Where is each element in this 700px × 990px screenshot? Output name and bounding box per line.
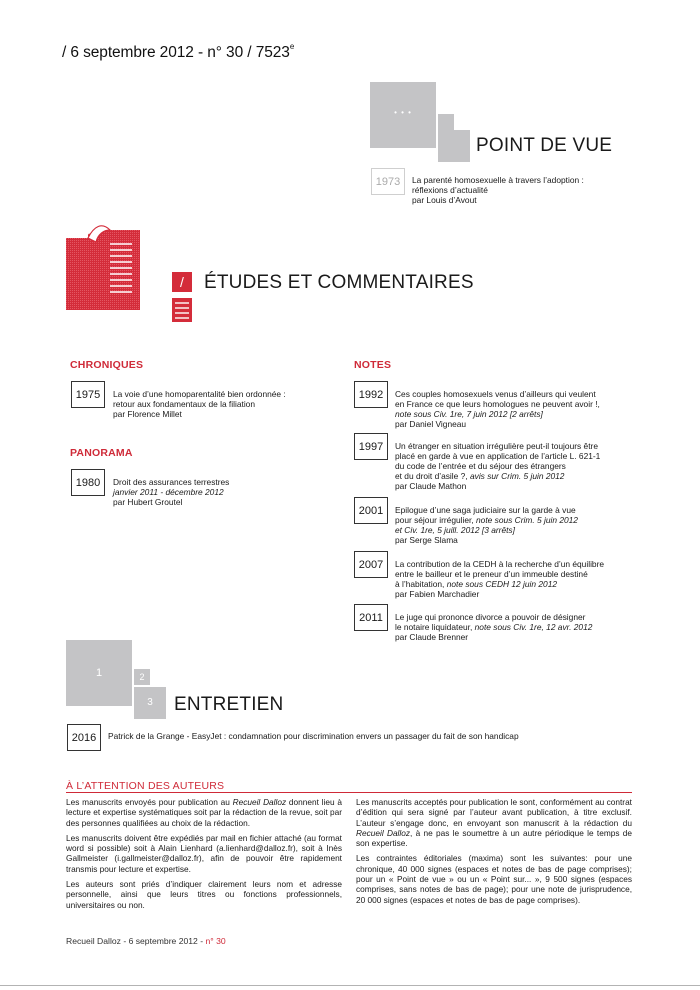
note-number: 1992 [354, 381, 388, 408]
entry-author: par Serge Slama [395, 535, 458, 545]
entretien-box-3 [134, 687, 166, 719]
entry-line-part: note sous Civ. 1re, 12 avr. 2012 [474, 622, 593, 632]
point-de-vue-number: 1973 [371, 168, 405, 195]
issue-sup: e [289, 42, 295, 51]
entry-line-part: note sous Crim. 5 juin 2012 [476, 515, 578, 525]
point-de-vue-small-square-1 [438, 114, 454, 130]
paragraph-part: , à ne pas le soumettre à un autre périodique le temps de son expertise. [356, 827, 633, 849]
chroniques-entry[interactable] [113, 389, 286, 419]
note-entry[interactable] [395, 559, 604, 599]
panorama-entry[interactable] [113, 477, 229, 507]
entry-line: Ces couples homosexuels venus d’ailleurs qui veulent [395, 389, 596, 399]
entry-line: Epilogue d’une saga judiciaire sur la garde à vue [395, 505, 576, 515]
note-number: 1997 [354, 433, 388, 460]
entry-line: en France ce que leurs homologues ne peuvent avoir !, [395, 399, 600, 409]
entry-line: Droit des assurances terrestres [113, 477, 230, 487]
entry-line-part: pour séjour irrégulier, [395, 515, 476, 525]
page-bottom-rule [0, 985, 700, 986]
etudes-slash-box [172, 272, 192, 292]
entretien-title: ENTRETIEN [174, 694, 284, 715]
paragraph-part: Les manuscrits envoyés pour publication au [66, 797, 233, 807]
entretien-box-1 [66, 640, 132, 706]
entry-author: par Louis d’Avout [412, 195, 477, 205]
entry-line: réflexions d’actualité [412, 185, 488, 195]
auteurs-rule [66, 792, 632, 793]
panorama-number: 1980 [71, 469, 105, 496]
entry-line: entre le bailleur et le preneur d’un immeuble destiné [395, 569, 588, 579]
note-number: 2007 [354, 551, 388, 578]
entretien-box-3-label: 3 [147, 697, 153, 708]
auteurs-left-column [66, 797, 342, 915]
entry-line-part: avis sur Crim. 5 juin 2012 [469, 471, 565, 481]
entry-line: La parenté homosexuelle à travers l’adoption : [412, 175, 584, 185]
entry-line: placé en garde à vue en application de l’article L. 621-1 [395, 451, 601, 461]
footer-text: Recueil Dalloz - 6 septembre 2012 - [66, 936, 206, 946]
entry-line: et Civ. 1re, 5 juill. 2012 [3 arrêts] [395, 525, 515, 535]
entry-line: note sous Civ. 1re, 7 juin 2012 [2 arrêts] [395, 409, 543, 419]
entretien-entry[interactable]: Patrick de la Grange - EasyJet : condamnation pour discrimination envers un passager du fait de son handicap [108, 731, 519, 741]
notes-heading: NOTES [354, 359, 392, 371]
entry-line [395, 622, 592, 632]
note-number: 2011 [354, 604, 388, 631]
entretien-box-2-label: 2 [139, 672, 145, 682]
point-de-vue-title: POINT DE VUE [476, 135, 613, 156]
entry-line: Un étranger en situation irrégulière peut-il toujours être [395, 441, 598, 451]
point-de-vue-entry[interactable] [412, 175, 584, 205]
auteurs-right-column [356, 797, 632, 910]
entry-author: par Florence Millet [113, 409, 182, 419]
entry-line: retour aux fondamentaux de la filiation [113, 399, 255, 409]
paragraph: Les auteurs sont priés d’indiquer clairement leurs nom et adresse personnelle, ainsi que leurs titres ou fonctions professionnels, universitaires ou non. [66, 879, 342, 910]
issue-header [62, 44, 294, 62]
entretien-box-1-label: 1 [95, 667, 103, 679]
etudes-title: ÉTUDES ET COMMENTAIRES [204, 272, 474, 293]
entry-line-part: et du droit d’asile ?, [395, 471, 470, 481]
note-number: 2001 [354, 497, 388, 524]
entry-line: janvier 2011 - décembre 2012 [113, 487, 224, 497]
paragraph-part: Recueil Dalloz [232, 797, 287, 807]
paragraph [66, 797, 342, 828]
etudes-slash: / [180, 274, 184, 290]
entry-author: par Daniel Vigneau [395, 419, 467, 429]
entry-line-part: note sous CEDH 12 juin 2012 [446, 579, 558, 589]
paragraph-part: Recueil Dalloz [356, 827, 411, 838]
entry-author: par Claude Mathon [395, 481, 467, 491]
footer-issue-number: n° 30 [205, 936, 226, 946]
paragraph: Les contraintes éditoriales (maxima) sont les suivantes: pour une chronique, 40 000 signes (espaces et notes de bas de page comprises); pour un « Point de vue » ou un « Point sur... », 9 500 signes (espaces comprises, sans notes de bas de page); pour une note de jurisprudence, 20 000 signes (espaces et notes de bas de page comprises). [356, 853, 632, 905]
entry-line: La voie d’une homoparentalité bien ordonnée : [113, 389, 286, 399]
paragraph-part: donnent lieu à lecture et expertise systématiques soit par la rédaction de la revue, soit par des personnes qualifiées au choix de la rédaction. [66, 797, 343, 828]
paragraph-part: Les manuscrits acceptés pour publication le sont, conformément au contrat d’édition qui sera signé par l’auteur avant publication, à titre exclusif. L’auteur s’engage donc, en envoyant son manuscrit à la rédaction du [356, 797, 632, 828]
entry-line [395, 471, 600, 481]
issue-line: / 6 septembre 2012 - n° 30 / 7523 [62, 44, 290, 61]
point-de-vue-small-square-2 [438, 130, 470, 162]
note-entry[interactable] [395, 612, 592, 642]
auteurs-title: À L’ATTENTION DES AUTEURS [66, 780, 225, 792]
chroniques-heading: CHRONIQUES [70, 359, 144, 371]
page-footer [66, 936, 226, 946]
entry-author: par Hubert Groutel [113, 497, 183, 507]
entry-line: La contribution de la CEDH à la recherche d’un équilibre [395, 559, 605, 569]
note-entry[interactable] [395, 389, 600, 429]
entretien-box-2 [134, 669, 150, 685]
entry-author: par Claude Brenner [395, 632, 469, 642]
chroniques-number: 1975 [71, 381, 105, 408]
entry-line: du code de l’entrée et du séjour des étrangers [395, 461, 566, 471]
entry-line [395, 515, 578, 525]
entry-line-part: le notaire liquidateur, [395, 622, 475, 632]
point-de-vue-dots: • • • [394, 108, 412, 117]
entry-line [395, 579, 604, 589]
paragraph [356, 797, 632, 848]
entry-author: par Fabien Marchadier [395, 589, 480, 599]
panorama-heading: PANORAMA [70, 447, 133, 459]
entry-line: Le juge qui prononce divorce a pouvoir de désigner [395, 612, 586, 622]
note-entry[interactable] [395, 441, 600, 491]
entry-line-part: à l’habitation, [395, 579, 447, 589]
paragraph: Les manuscrits doivent être expédiés par mail en fichier attaché (au format word si possible) soit à Alain Lienhard (a.lienhard@dalloz.fr), soit à Inès Gallmeister (i.gallmeister@dalloz.fr), afin de pouvoir être rapidement transmis pour lecture et expertise. [66, 832, 342, 874]
entretien-number: 2016 [67, 724, 101, 751]
note-entry[interactable] [395, 505, 578, 545]
